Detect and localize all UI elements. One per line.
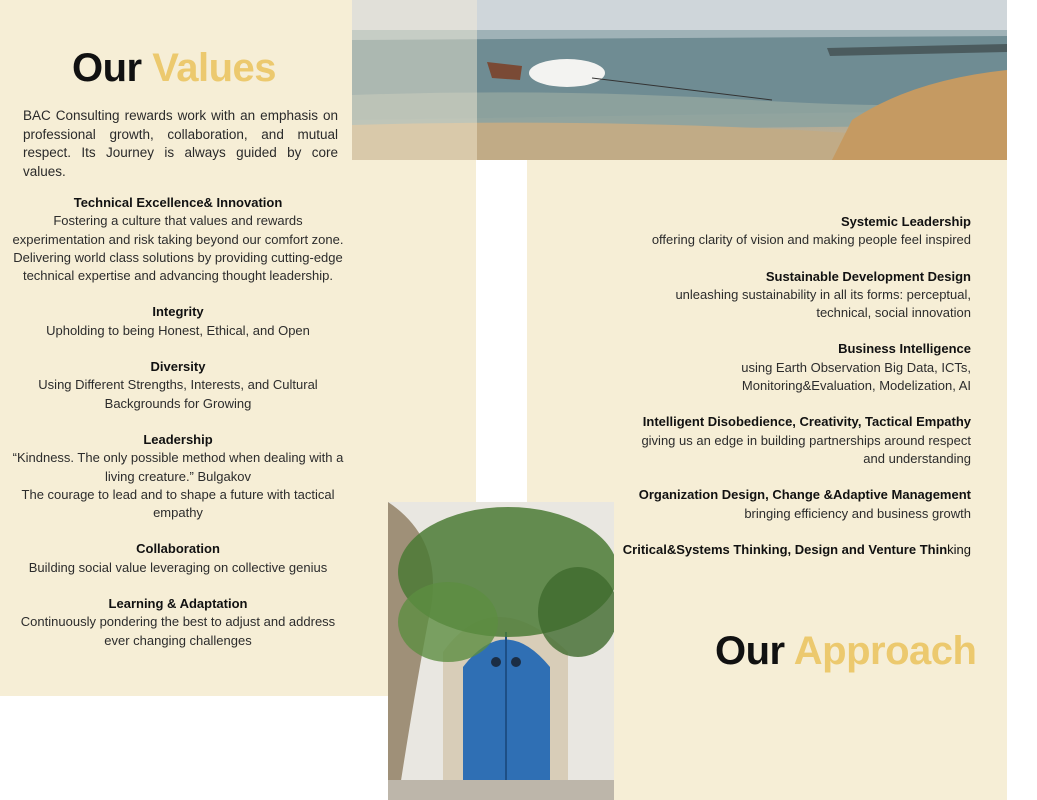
value-desc: Using Different Strengths, Interests, and Cultural Backgrounds for Growing (38, 377, 318, 411)
value-title: Technical Excellence& Innovation (73, 195, 283, 210)
approach-desc: giving us an edge in building partnerships around respect and understanding (641, 432, 971, 466)
approach-desc: bringing efficiency and business growth (744, 505, 971, 521)
approach-item (600, 340, 971, 395)
value-desc: Building social value leveraging on collective genius (28, 559, 328, 575)
value-desc: Continuously pondering the best to adjust and address ever changing challenges (20, 614, 336, 648)
values-list (4, 194, 352, 668)
approach-title: Sustainable Development Design (765, 268, 971, 284)
value-item (4, 431, 352, 522)
value-desc: Fostering a culture that values and rewards experimentation and risk taking beyond our comfort zone. Delivering world class solutions by providing cutting-edge technical expertise and advancing thought leadership. (12, 213, 344, 284)
value-title: Collaboration (136, 541, 220, 557)
approach-desc: offering clarity of vision and making people feel inspired (651, 232, 971, 248)
values-heading-part1: Our (72, 46, 142, 90)
approach-heading-part2: Approach (793, 629, 977, 673)
value-item (4, 358, 352, 413)
approach-item (600, 486, 971, 523)
approach-list (600, 213, 971, 577)
approach-title: Systemic Leadership (840, 214, 971, 229)
values-heading (72, 46, 276, 91)
beach-photo (352, 0, 1007, 160)
approach-item (600, 213, 971, 250)
value-title: Learning & Adaptation (108, 596, 248, 612)
value-title: Diversity (150, 359, 206, 375)
approach-desc: using Earth Observation Big Data, ICTs, Monitoring&Evaluation, Modelization, AI (741, 359, 971, 394)
approach-title: Intelligent Disobedience, Creativity, Tactical Empathy (642, 414, 971, 430)
approach-item-last (600, 541, 971, 559)
approach-title: Business Intelligence (838, 341, 971, 357)
approach-last-bold: Critical&Systems Thinking, Design and Venture Thin (622, 541, 948, 557)
approach-heading-part1: Our (715, 629, 785, 673)
value-title: Leadership (143, 431, 213, 447)
approach-title: Organization Design, Change &Adaptive Management (638, 487, 971, 503)
values-intro: BAC Consulting rewards work with an emphasis on professional growth, collaboration, and mutual respect. Its Journey is always guided by core values. (23, 108, 338, 179)
value-item (4, 540, 352, 577)
value-title: Integrity (152, 304, 204, 320)
value-item (4, 303, 352, 340)
value-item (4, 595, 352, 650)
approach-title-last (600, 541, 971, 559)
value-desc: “Kindness. The only possible method when dealing with a living creature.” Bulgakov The courage to lead and to shape a future with tactical empathy (12, 450, 344, 521)
approach-item (600, 268, 971, 323)
approach-last-plain: king (947, 541, 971, 557)
value-desc: Upholding to being Honest, Ethical, and Open (46, 322, 310, 338)
door-illustration (388, 502, 614, 800)
value-item (4, 194, 352, 285)
approach-desc: unleashing sustainability in all its forms: perceptual, technical, social innovation (675, 286, 971, 321)
approach-item (600, 413, 971, 468)
blue-door-photo (388, 502, 614, 800)
approach-heading (715, 629, 976, 674)
beach-illustration (352, 0, 1007, 160)
values-heading-part2: Values (152, 46, 277, 90)
